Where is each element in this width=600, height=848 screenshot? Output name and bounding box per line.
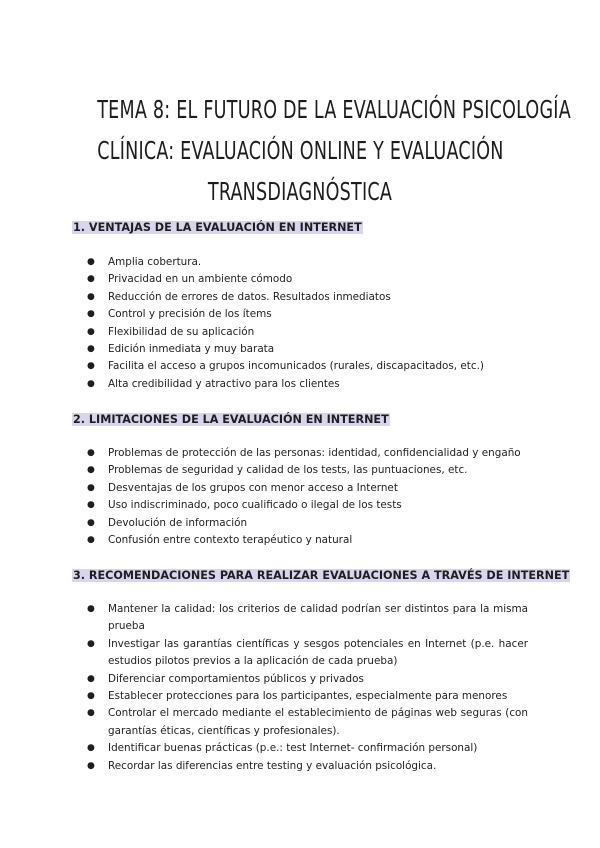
list-item-text: Identificar buenas prácticas (p.e.: test Internet- confirmación personal) — [108, 742, 478, 755]
section-heading-text: 2. LIMITACIONES DE LA EVALUACIÓN EN INTERNET — [73, 413, 389, 426]
section-heading-recomendaciones — [72, 568, 570, 584]
list-item — [72, 532, 528, 549]
list-limitaciones — [72, 445, 528, 549]
bullet-icon: ● — [87, 760, 95, 771]
list-recomendaciones — [72, 601, 528, 775]
list-item — [72, 462, 528, 479]
list-item-text: Desventajas de los grupos con menor acceso a Internet — [108, 481, 398, 494]
list-item — [72, 758, 528, 775]
bullet-icon: ● — [87, 309, 95, 320]
title-line: TEMA 8: EL FUTURO DE LA EVALUACIÓN PSICOLOGÍA — [97, 94, 571, 124]
list-item-text: Amplia cobertura. — [108, 256, 202, 268]
list-item-text: Investigar las garantías científicas y sesgos potenciales en Internet (p.e. hacer estudios pilotos previos a la aplicación de cada prueba) — [108, 637, 528, 668]
bullet-icon: ● — [87, 465, 95, 476]
title-line: TRANSDIAGNÓSTICA — [207, 176, 393, 206]
bullet-icon: ● — [87, 535, 95, 546]
list-item-text: Alta credibilidad y atractivo para los clientes — [108, 377, 340, 390]
list-item-text: Uso indiscriminado, poco cualificado o ilegal de los tests — [108, 499, 402, 512]
list-item — [72, 671, 528, 688]
list-item — [72, 358, 528, 375]
list-item — [72, 705, 528, 740]
bullet-icon: ● — [87, 274, 95, 285]
bullet-icon: ● — [87, 604, 95, 614]
list-item-text: Controlar el mercado mediante el establecimiento de páginas web seguras (con garantías éticas, científicas y profesionales). — [108, 707, 528, 737]
bullet-icon: ● — [87, 257, 95, 267]
bullet-icon: ● — [87, 743, 95, 754]
bullet-icon: ● — [87, 482, 95, 493]
list-item-text: Control y precisión de los ítems — [108, 308, 272, 321]
list-item — [72, 376, 528, 393]
page-title — [97, 89, 571, 212]
bullet-icon: ● — [87, 326, 95, 337]
bullet-icon: ● — [87, 517, 95, 528]
list-item-text: Diferenciar comportamientos públicos y privados — [108, 672, 364, 685]
bullet-icon: ● — [87, 500, 95, 511]
list-item-text: Edición inmediata y muy barata — [108, 343, 275, 356]
section-heading-text: 1. VENTAJAS DE LA EVALUACIÓN EN INTERNET — [73, 221, 362, 234]
list-item-text: Flexibilidad de su aplicación — [108, 325, 255, 338]
list-item-text: Problemas de protección de las personas: identidad, confidencialidad y engaño — [108, 447, 521, 459]
list-item — [72, 445, 528, 462]
list-item — [72, 480, 528, 497]
bullet-icon: ● — [87, 448, 95, 458]
list-item — [72, 306, 528, 323]
section-heading-limitaciones — [72, 412, 390, 428]
section-heading-ventajas — [72, 220, 363, 236]
list-ventajas — [72, 254, 528, 393]
list-item — [72, 324, 528, 341]
list-item — [72, 740, 528, 757]
list-item-text: Problemas de seguridad y calidad de los tests, las puntuaciones, etc. — [108, 464, 468, 477]
bullet-icon: ● — [87, 708, 95, 719]
list-item-text: Facilita el acceso a grupos incomunicados (rurales, discapacitados, etc.) — [108, 360, 484, 373]
section-heading-text: 3. RECOMENDACIONES PARA REALIZAR EVALUACIONES A TRAVÉS DE INTERNET — [73, 569, 570, 582]
list-item — [72, 497, 528, 514]
bullet-icon: ● — [87, 691, 95, 702]
list-item — [72, 636, 528, 671]
list-item-text: Mantener la calidad: los criterios de calidad podrían ser distintos para la misma prueba — [108, 603, 528, 633]
list-item-text: Devolución de información — [108, 516, 248, 529]
bullet-icon: ● — [87, 673, 95, 684]
list-item — [72, 289, 528, 306]
bullet-icon: ● — [87, 291, 95, 302]
list-item-text: Reducción de errores de datos. Resultados inmediatos — [108, 290, 391, 303]
bullet-icon: ● — [87, 361, 95, 372]
bullet-icon: ● — [87, 378, 95, 389]
list-item — [72, 341, 528, 358]
list-item-text: Recordar las diferencias entre testing y evaluación psicológica. — [108, 759, 437, 772]
list-item-text: Confusión entre contexto terapéutico y natural — [108, 534, 353, 547]
list-item — [72, 254, 528, 271]
list-item — [72, 515, 528, 532]
title-line: CLÍNICA: EVALUACIÓN ONLINE Y EVALUACIÓN — [97, 135, 504, 165]
list-item — [72, 688, 528, 705]
list-item-text: Privacidad en un ambiente cómodo — [108, 273, 293, 286]
bullet-icon: ● — [87, 344, 95, 355]
list-item — [72, 271, 528, 288]
list-item-text: Establecer protecciones para los participantes, especialmente para menores — [108, 690, 508, 703]
list-item — [72, 601, 528, 636]
bullet-icon: ● — [87, 638, 95, 649]
